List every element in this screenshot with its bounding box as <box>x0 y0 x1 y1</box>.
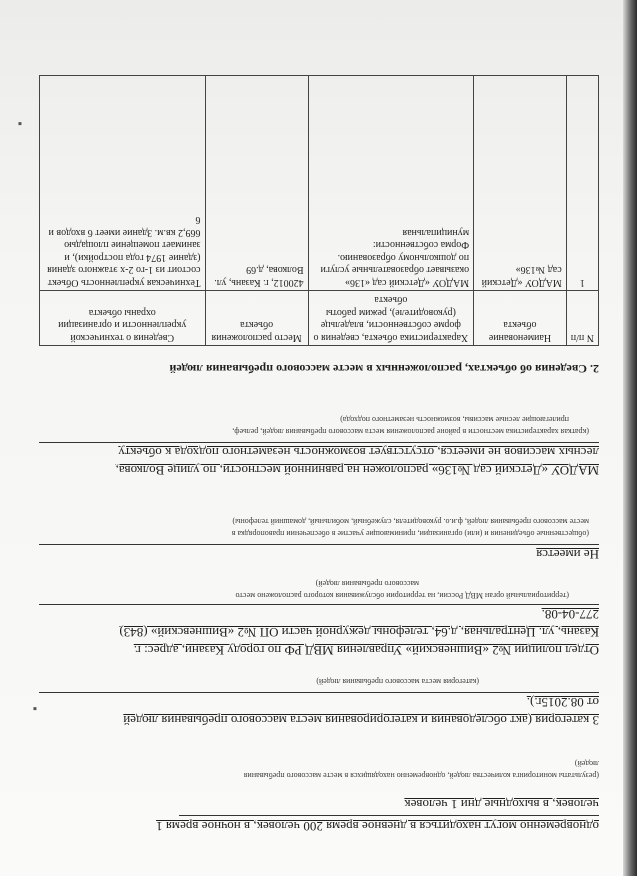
column-header-location: Место расположения объекта <box>205 291 308 346</box>
rule <box>39 692 599 693</box>
terrain-line-2: лесных массивов не имеется, отсутствует возможность незаметного подхода к объекту <box>118 445 599 460</box>
cell-location: 420012, г. Казань, ул. Волкова, д.69 <box>205 76 308 291</box>
cell-number: 1 <box>566 76 598 291</box>
rule <box>179 815 599 816</box>
column-header-characteristic: Характеристика объекта, сведения о форме собственности, владельце (руководителе), режим работы объекта <box>308 291 474 346</box>
terrain-caption-2: прилегающие лесные массивы, возможность незаметного подхода) <box>340 415 569 424</box>
category-line-2: от 08.2015г.). <box>526 695 599 710</box>
header-caption-1b: людей) <box>574 759 599 768</box>
terrain-line-1: МАДОУ «Детский сад №136» расположен на равнинной местности, по улице Волкова, <box>115 463 599 478</box>
column-header-number: N п/п <box>566 291 598 346</box>
scan-mark: ▪ <box>17 117 22 131</box>
table-row <box>40 76 599 291</box>
rule <box>39 544 599 545</box>
police-line-3: 277-04-08. <box>541 607 599 622</box>
terrain-caption-1: (краткая характеристика местности в районе расположения места массового пребывания людей, рельеф, <box>232 427 589 436</box>
cell-name: МАДОУ «Детский сад №136» <box>474 76 567 291</box>
public-org-value: Не имеется <box>536 547 599 562</box>
objects-table <box>39 75 599 346</box>
scan-mark: ▪ <box>32 702 37 716</box>
binding-shadow <box>623 0 637 876</box>
police-caption-2: массового пребывания людей) <box>315 579 419 588</box>
category-caption: (категория места массового пребывания людей) <box>316 677 479 686</box>
header-line-1: одновременно могут находиться в дневное время 200 человек, в ночное время 1 <box>156 819 599 834</box>
rule <box>39 442 599 443</box>
police-caption-1: (территориальный орган МВД России, на территории обслуживания которого расположено место <box>235 591 569 600</box>
column-header-security: Сведения о технической укрепленности и организации охраны объекта <box>40 291 206 346</box>
header-caption-1: (результаты мониторинга количества людей, одновременно находящихся в месте массового пребывания <box>243 771 599 780</box>
police-line-2: Казань, ул. Центральная, д.64, телефоны дежурной части ОП №2 «Вишневский» (843) <box>119 625 599 640</box>
column-header-name: Наименование объекта <box>474 291 567 346</box>
public-org-caption-2: месте массового пребывания людей, ф.и.о. руководителя, служебный, мобильный, домашний телефоны) <box>232 517 589 526</box>
category-line-1: 3 категория (акт обследования и категорирования места массового пребывания людей <box>123 713 599 728</box>
public-org-caption-1: (общественные объединения и (или) организации, принимающие участие в обеспечении правопорядка в <box>231 529 589 538</box>
cell-security: Техническая укрепленность Объект состоит из 1-го 2-х этажного здания (здание 1974 года постройки), и занимает помещение площадью 669,2 кв.м. Здание имеет 6 входов и 6 <box>40 76 206 291</box>
table-header-row <box>40 291 599 346</box>
cell-characteristic: МАДОУ «Детский сад «136» оказывает образовательные услуги по дошкольному образованию. Форма собственности: муниципальная <box>308 76 474 291</box>
section-2-title: 2. Сведения об объектах, расположенных в месте массового пребывания людей <box>169 362 599 376</box>
header-line-2: человек, в выходные дни 1 человек <box>404 797 599 812</box>
police-line-1: Отдел полиции №2 «Вишневский» Управления МВД РФ по городу Казани, адрес: г. <box>133 643 599 658</box>
rule <box>39 604 599 605</box>
